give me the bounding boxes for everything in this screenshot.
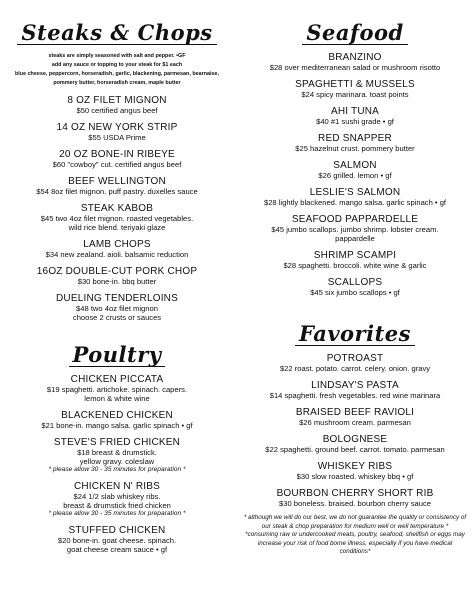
item-name: 16OZ DOUBLE-CUT PORK CHOP (36, 266, 198, 277)
menu-item (236, 133, 474, 153)
item-name: 8 OZ FILET MIGNON (67, 95, 167, 106)
item-desc: $55 USDA Prime (88, 133, 146, 142)
menu-item (0, 122, 234, 142)
item-name: BLACKENED CHICKEN (61, 410, 173, 421)
item-name: BRAISED BEEF RAVIOLI (295, 407, 415, 418)
item-desc: wild rice blend. teriyaki glaze (68, 223, 166, 232)
item-desc: $28 over mediterranean salad or mushroom risotto (269, 63, 441, 72)
item-name: STEAK KABOB (80, 203, 154, 214)
item-desc: $14 spaghetti. fresh vegetables. red wine marinara (269, 391, 441, 400)
item-name: SEAFOOD PAPPARDELLE (291, 214, 419, 225)
intro-line: blue cheese, peppercorn, horseradish, garlic, blackening, parmesan, bearnaise, (14, 71, 220, 77)
item-desc: $24 1/2 slab whiskey ribs. (73, 492, 161, 501)
item-desc: yellow gravy. coleslaw (79, 457, 155, 466)
item-name: LINDSAY'S PASTA (311, 380, 399, 391)
menu-item (236, 353, 474, 373)
item-desc: $60 "cowboy" cut. certified angus beef (52, 160, 182, 169)
menu-item (0, 525, 234, 554)
item-desc: $45 two 4oz filet mignon. roasted vegetables. (40, 214, 194, 223)
item-desc: lemon & white wine (84, 394, 150, 403)
steaks-intro (0, 52, 234, 88)
item-desc: $24 spicy marinara. toast points (301, 90, 409, 99)
item-desc: $22 spaghetti. ground beef. carrot. tomato. parmesan (265, 445, 445, 454)
item-desc: $40 #1 sushi grade • gf (316, 117, 394, 126)
item-name: LESLIE'S SALMON (309, 187, 401, 198)
section-title-poultry: Poultry (69, 344, 166, 367)
section-title-steaks: Steaks & Chops (17, 22, 216, 45)
item-desc: goat cheese cream sauce • gf (66, 545, 168, 554)
item-name: RED SNAPPER (318, 133, 392, 144)
menu-item (236, 214, 474, 243)
item-desc: $34 new zealand. aioli. balsamic reduction (45, 250, 189, 259)
right-column (236, 0, 474, 557)
menu-item (0, 239, 234, 259)
left-column (0, 0, 234, 554)
seafood-list (236, 52, 474, 297)
steaks-list (0, 95, 234, 322)
item-name: CHICKEN PICCATA (70, 374, 164, 385)
menu-item (0, 203, 234, 232)
menu-item (0, 481, 234, 518)
menu-item (236, 380, 474, 400)
prep-note: * please allow 30 - 35 minutes for preparation * (48, 510, 186, 517)
item-desc: $45 jumbo scallops. jumbo shrimp. lobster cream. (271, 225, 439, 234)
menu-item (236, 160, 474, 180)
menu-item (0, 149, 234, 169)
menu-item (236, 277, 474, 297)
item-desc: $30 boneless. braised. bourbon cherry sauce (279, 499, 431, 508)
item-name: LAMB CHOPS (83, 239, 151, 250)
item-desc: $54 8oz filet mignon. puff pastry. duxelles sauce (36, 187, 198, 196)
section-title-seafood: Seafood (302, 22, 407, 45)
menu-item (236, 250, 474, 270)
item-desc: $19 spaghetti. artichoke. spinach. capers. (46, 385, 188, 394)
menu-item (0, 95, 234, 115)
prep-note: * please allow 30 - 35 minutes for preparation * (48, 466, 186, 473)
menu-item (236, 52, 474, 72)
menu-item (236, 407, 474, 427)
menu-item (0, 374, 234, 403)
menu-item (0, 176, 234, 196)
menu-item (236, 461, 474, 481)
item-desc: $30 slow roasted. whiskey bbq • gf (296, 472, 414, 481)
disclaimer-text: * although we will do our best, we do not guarantee the quality or consistency of our steak & chop preparation for medium well or well temperature * (243, 514, 467, 530)
intro-line: add any sauce or topping to your steak for $1 each (51, 62, 183, 68)
menu-item (236, 187, 474, 207)
item-desc: $26 grilled. lemon • gf (318, 171, 392, 180)
item-name: DUELING TENDERLOINS (56, 293, 178, 304)
item-name: AHI TUNA (330, 106, 380, 117)
item-name: SALMON (333, 160, 377, 171)
poultry-list (0, 374, 234, 554)
menu-item (0, 293, 234, 322)
item-desc: $30 bone-in. bbq butter (77, 277, 157, 286)
item-desc: $25 hazelnut crust. pommery butter (295, 144, 415, 153)
item-name: BEEF WELLINGTON (68, 176, 166, 187)
item-name: BOURBON CHERRY SHORT RIB (276, 488, 434, 499)
menu-item (0, 437, 234, 474)
item-desc: $18 breast & drumstick. (77, 448, 157, 457)
item-name: BRANZINO (328, 52, 382, 63)
item-name: POTROAST (326, 353, 384, 364)
item-name: CHICKEN N' RIBS (73, 481, 161, 492)
item-name: SPAGHETTI & MUSSELS (295, 79, 415, 90)
item-name: SCALLOPS (327, 277, 383, 288)
item-desc: $22 roast. potato. carrot. celery. onion. gravy (279, 364, 431, 373)
item-name: STUFFED CHICKEN (68, 525, 166, 536)
item-desc: $26 mushroom cream. parmesan (299, 418, 411, 427)
menu-item (0, 266, 234, 286)
item-desc: $28 lightly blackened. mango salsa. garlic spinach • gf (263, 198, 447, 207)
item-desc: $21 bone-in. mango salsa. garlic spinach • gf (41, 421, 193, 430)
item-desc: pappardelle (335, 234, 375, 243)
item-name: 14 OZ NEW YORK STRIP (56, 122, 178, 133)
menu-item (236, 434, 474, 454)
menu-item (236, 79, 474, 99)
disclaimer-text: *consuming raw or undercooked meats, poultry, seafood, shellfish or eggs may increase your risk of food borne illness, especially if you have medical conditions* (245, 531, 465, 555)
favorites-list (236, 353, 474, 508)
item-desc: $50 certified angus beef (76, 106, 158, 115)
intro-line: steaks are simply seasoned with salt and pepper. •GF (48, 53, 186, 59)
intro-line: pommery butter, horseradish cream, maple butter (53, 80, 181, 86)
item-desc: $20 bone-in. goat cheese. spinach. (57, 536, 177, 545)
item-desc: $45 six jumbo scallops • gf (310, 288, 400, 297)
menu-item (0, 410, 234, 430)
item-name: STEVE'S FRIED CHICKEN (53, 437, 181, 448)
item-name: SHRIMP SCAMPI (313, 250, 397, 261)
item-name: 20 OZ BONE-IN RIBEYE (59, 149, 175, 160)
menu-item (236, 106, 474, 126)
item-desc: $28 spaghetti. broccoli. white wine & garlic (283, 261, 427, 270)
menu-item (236, 488, 474, 508)
disclaimer-block (236, 514, 474, 557)
item-desc: breast & drumstick fried chicken (63, 501, 171, 510)
section-title-favorites: Favorites (295, 323, 415, 346)
item-desc: $48 two 4oz filet mignon (76, 304, 158, 313)
item-desc: choose 2 crusts or sauces (72, 313, 162, 322)
item-name: BOLOGNESE (322, 434, 388, 445)
item-name: WHISKEY RIBS (317, 461, 393, 472)
